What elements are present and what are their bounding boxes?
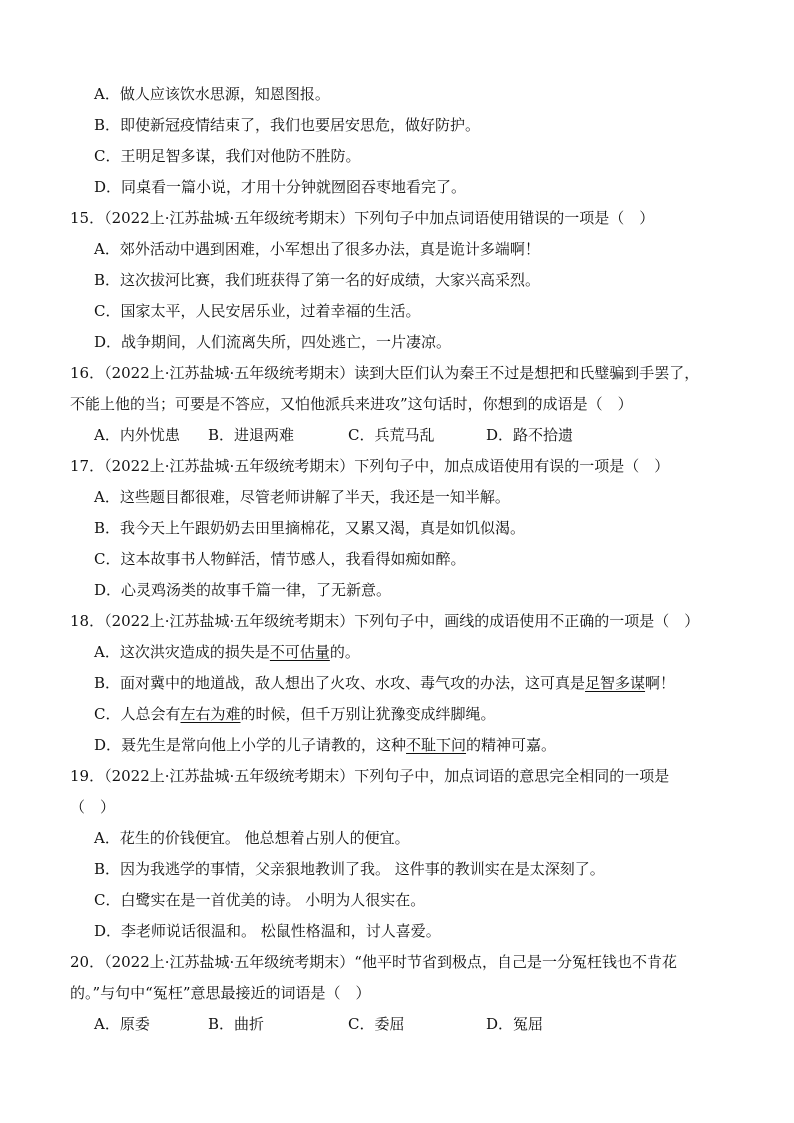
q18-option-d <box>94 735 556 755</box>
q18-b-text-end: 啊！ <box>645 674 676 692</box>
q20-option-b: B．曲折 <box>208 1015 265 1033</box>
q20-option-c: C．委屈 <box>348 1015 405 1033</box>
q18-a-text-end: 的。 <box>329 643 360 661</box>
q19-option-d: D．李老师说话很温和。 松鼠性格温和，讨人喜爱。 <box>94 922 441 940</box>
q18-d-underlined: 不耻下问 <box>406 736 467 754</box>
q19-option-b: B．因为我逃学的事情，父亲狠地教训了我。 这件事的教训实在是太深刻了。 <box>94 860 605 878</box>
q14-option-d: D．同桌看一篇小说，才用十分钟就囫囵吞枣地看完了。 <box>94 178 467 196</box>
q19-option-c: C．白鹭实在是一首优美的诗。 小明为人很实在。 <box>94 891 426 909</box>
q17-option-b: B．我今天上午跟奶奶去田里摘棉花，又累又渴，真是如饥似渴。 <box>94 519 526 537</box>
q14-option-c: C．王明足智多谋，我们对他防不胜防。 <box>94 147 361 165</box>
q17-option-a: A．这些题目都很难，尽管老师讲解了半天，我还是一知半解。 <box>94 488 510 506</box>
q16-option-d: D．路不拾遗 <box>486 426 574 444</box>
q17-option-c: C．这本故事书人物鲜活，情节感人，我看得如痴如醉。 <box>94 550 466 568</box>
q19-option-a: A．花生的价钱便宜。 他总想着占别人的便宜。 <box>94 829 410 847</box>
q18-c-text: C．人总会有 <box>94 705 181 723</box>
q15-option-b: B．这次拔河比赛，我们班获得了第一名的好成绩，大家兴高采烈。 <box>94 271 541 289</box>
q19-stem: 19．（2022上·江苏盐城·五年级统考期末）下列句子中，加点词语的意思完全相同的一项是 <box>70 767 670 785</box>
q15-stem: 15．（2022上·江苏盐城·五年级统考期末）下列句子中加点词语使用错误的一项是（ ） <box>70 209 655 227</box>
q14-option-b: B．即使新冠疫情结束了，我们也要居安思危，做好防护。 <box>94 116 481 134</box>
q18-option-b <box>94 673 675 693</box>
q20-option-a: A．原委 <box>94 1015 150 1033</box>
q18-a-underlined: 不可估量 <box>269 643 330 661</box>
q20-stem-line2: 的。”与句中“冤枉”意思最接近的词语是（ ） <box>70 984 371 1002</box>
q15-option-c: C．国家太平，人民安居乐业，过着幸福的生活。 <box>94 302 421 320</box>
q18-b-underlined: 足智多谋 <box>585 674 646 692</box>
q18-a-text: A．这次洪灾造成的损失是 <box>94 643 270 661</box>
q18-stem: 18．（2022上·江苏盐城·五年级统考期末）下列句子中，画线的成语使用不正确的一项是（ ） <box>70 612 700 630</box>
q20-stem-line1: 20．（2022上·江苏盐城·五年级统考期末）“他平时节省到极点，自己是一分冤枉钱也不肯花 <box>70 953 677 971</box>
q18-c-text-end: 的时候，但千万别让犹豫变成绊脚绳。 <box>240 705 496 723</box>
q19-stem-paren: （ ） <box>70 798 116 816</box>
q16-stem-line2: 不能上他的当；可要是不答应，又怕他派兵来进攻”这句话时，你想到的成语是（ ） <box>70 395 633 413</box>
q17-option-d: D．心灵鸡汤类的故事千篇一律，了无新意。 <box>94 581 392 599</box>
q16-option-c: C．兵荒马乱 <box>348 426 435 444</box>
q18-b-text: B．面对冀中的地道战，敌人想出了火攻、水攻、毒气攻的办法，这可真是 <box>94 674 586 692</box>
q16-stem-line1: 16．（2022上·江苏盐城·五年级统考期末）读到大臣们认为秦王不过是想把和氏璧骗到手罢了， <box>70 364 700 382</box>
q17-stem: 17．（2022上·江苏盐城·五年级统考期末）下列句子中，加点成语使用有误的一项是（ ） <box>70 457 670 475</box>
q18-option-c <box>94 704 496 724</box>
q20-option-d: D．冤屈 <box>486 1015 544 1033</box>
q16-option-a: A．内外忧患 <box>94 426 180 444</box>
q15-option-a: A．郊外活动中遇到困难，小军想出了很多办法，真是诡计多端啊！ <box>94 240 540 258</box>
q15-option-d: D．战争期间，人们流离失所，四处逃亡，一片凄凉。 <box>94 333 452 351</box>
q18-c-underlined: 左右为难 <box>180 705 241 723</box>
q18-d-text: D．聂先生是常向他上小学的儿子请教的，这种 <box>94 736 407 754</box>
q16-option-b: B．进退两难 <box>208 426 295 444</box>
q18-d-text-end: 的精神可嘉。 <box>466 736 557 754</box>
q18-option-a <box>94 642 360 662</box>
q14-option-a: A．做人应该饮水思源，知恩图报。 <box>94 85 330 103</box>
